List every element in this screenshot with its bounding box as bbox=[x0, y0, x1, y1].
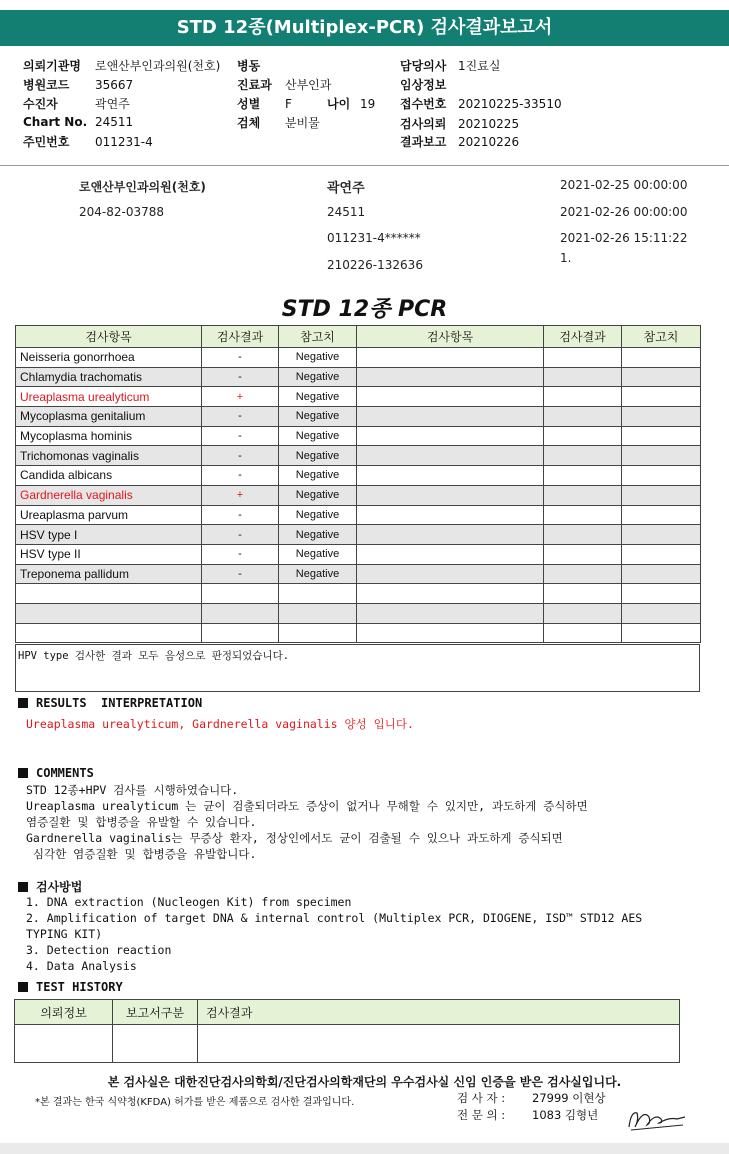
empty-cell bbox=[357, 564, 544, 584]
empty-cell bbox=[357, 485, 544, 505]
test-result: - bbox=[202, 525, 279, 545]
test-result: - bbox=[202, 367, 279, 387]
table-row bbox=[16, 387, 701, 407]
info-value: 24511 bbox=[95, 115, 134, 129]
sec2-extra: 1. bbox=[560, 251, 572, 265]
sec2-patient-name: 곽연주 bbox=[327, 181, 365, 196]
info-value: 20210225 bbox=[458, 117, 520, 131]
test-result bbox=[202, 603, 279, 623]
info-label: 진료과 bbox=[237, 78, 272, 92]
info-doctor bbox=[400, 57, 500, 74]
test-result: - bbox=[202, 426, 279, 446]
signature-icon bbox=[625, 1103, 690, 1133]
empty-cell bbox=[357, 407, 544, 427]
sec2-sample-no: 210226-132636 bbox=[327, 258, 423, 272]
sec2-business-no: 204-82-03788 bbox=[79, 205, 165, 219]
info-label: 담당의사 bbox=[400, 59, 447, 73]
empty-cell bbox=[544, 426, 622, 446]
kfda-note: *본 결과는 한국 식약청(KFDA) 허가를 받은 제품으로 검사한 결과입니다. bbox=[35, 1097, 355, 1108]
test-item: Gardnerella vaginalis bbox=[16, 485, 202, 505]
tester-name: 27999 이현상 bbox=[532, 1091, 606, 1105]
test-result: - bbox=[202, 505, 279, 525]
empty-cell bbox=[544, 623, 622, 643]
results-table bbox=[15, 325, 701, 643]
method-line: TYPING KIT) bbox=[26, 927, 103, 941]
test-result: - bbox=[202, 466, 279, 486]
info-value: 20210226 bbox=[458, 135, 520, 149]
empty-cell bbox=[622, 603, 701, 623]
empty-cell bbox=[544, 348, 622, 368]
test-item: Candida albicans bbox=[16, 466, 202, 486]
history-col-result: 검사결과 bbox=[198, 1000, 680, 1025]
empty-cell bbox=[544, 387, 622, 407]
info-label: 접수번호 bbox=[400, 97, 447, 111]
table-row bbox=[16, 348, 701, 368]
empty-cell bbox=[544, 564, 622, 584]
info-hospital bbox=[23, 57, 220, 74]
history-heading bbox=[18, 980, 123, 994]
empty-cell bbox=[357, 348, 544, 368]
info-value: 1진료실 bbox=[458, 59, 501, 73]
test-reference: Negative bbox=[279, 466, 357, 486]
test-reference: Negative bbox=[279, 505, 357, 525]
interpretation-heading-text: RESULTS INTERPRETATION bbox=[36, 696, 203, 710]
table-row bbox=[16, 564, 701, 584]
test-reference bbox=[279, 623, 357, 643]
info-department bbox=[237, 76, 331, 93]
info-value: 로앤산부인과의원(천호) bbox=[95, 59, 221, 73]
info-value: 19 bbox=[360, 97, 376, 111]
empty-cell bbox=[544, 544, 622, 564]
col-header-ref-2: 참고치 bbox=[622, 326, 701, 348]
empty-cell bbox=[357, 505, 544, 525]
info-specimen bbox=[237, 114, 320, 131]
interpretation-text: Ureaplasma urealyticum, Gardnerella vaginalis 양성 입니다. bbox=[26, 717, 414, 731]
empty-cell bbox=[622, 466, 701, 486]
sec2-date-2: 2021-02-26 00:00:00 bbox=[560, 205, 688, 219]
info-label: Chart No. bbox=[23, 115, 88, 129]
divider bbox=[0, 165, 729, 166]
empty-cell bbox=[622, 564, 701, 584]
test-result: - bbox=[202, 544, 279, 564]
comments-heading-text: COMMENTS bbox=[36, 766, 94, 780]
test-reference bbox=[279, 584, 357, 604]
specialist-label: 전 문 의 : bbox=[457, 1108, 506, 1122]
empty-cell bbox=[544, 525, 622, 545]
info-sex bbox=[237, 95, 292, 112]
empty-cell bbox=[357, 544, 544, 564]
empty-cell bbox=[622, 584, 701, 604]
empty-cell bbox=[357, 525, 544, 545]
empty-cell bbox=[622, 525, 701, 545]
col-header-item: 검사항목 bbox=[16, 326, 202, 348]
history-cell bbox=[15, 1025, 113, 1063]
report-title: STD 12종(Multiplex-PCR) 검사결과보고서 bbox=[0, 10, 729, 46]
test-item: Mycoplasma genitalium bbox=[16, 407, 202, 427]
sec2-resident-no: 011231-4****** bbox=[327, 231, 421, 245]
col-header-item-2: 검사항목 bbox=[357, 326, 544, 348]
empty-cell bbox=[544, 367, 622, 387]
tester-label: 검 사 자 : bbox=[457, 1091, 506, 1105]
empty-cell bbox=[357, 426, 544, 446]
empty-cell bbox=[544, 485, 622, 505]
empty-cell bbox=[357, 367, 544, 387]
comment-line: Ureaplasma urealyticum 는 균이 검출되더라도 증상이 없거나 무해할 수 있지만, 과도하게 증식하면 bbox=[26, 799, 588, 813]
info-label: 나이 bbox=[327, 97, 351, 111]
empty-cell bbox=[622, 407, 701, 427]
method-line: 4. Data Analysis bbox=[26, 959, 137, 973]
empty-cell bbox=[544, 407, 622, 427]
comment-line: STD 12종+HPV 검사를 시행하였습니다. bbox=[26, 783, 239, 797]
table-row bbox=[16, 603, 701, 623]
empty-cell bbox=[622, 426, 701, 446]
table-row bbox=[16, 525, 701, 545]
test-result: + bbox=[202, 485, 279, 505]
info-report-date bbox=[400, 133, 519, 150]
empty-cell bbox=[622, 485, 701, 505]
test-item bbox=[16, 603, 202, 623]
test-result: - bbox=[202, 348, 279, 368]
info-label: 의뢰기관명 bbox=[23, 59, 81, 73]
method-heading-text: 검사방법 bbox=[36, 880, 83, 894]
method-line: 1. DNA extraction (Nucleogen Kit) from specimen bbox=[26, 895, 352, 909]
sec2-date-3: 2021-02-26 15:11:22 bbox=[560, 231, 688, 245]
empty-cell bbox=[622, 348, 701, 368]
table-row bbox=[16, 485, 701, 505]
table-row bbox=[16, 623, 701, 643]
info-value: 곽연주 bbox=[95, 97, 130, 111]
test-reference: Negative bbox=[279, 564, 357, 584]
table-row bbox=[16, 544, 701, 564]
pcr-title: STD 12종 PCR bbox=[281, 297, 448, 322]
info-hospital-code bbox=[23, 76, 133, 93]
specialist-name: 1083 김형년 bbox=[532, 1108, 599, 1122]
empty-cell bbox=[622, 505, 701, 525]
test-item: HSV type II bbox=[16, 544, 202, 564]
info-value: 011231-4 bbox=[95, 135, 153, 149]
square-bullet-icon bbox=[18, 982, 28, 992]
comment-line: Gardnerella vaginalis는 무증상 환자, 정상인에서도 균이 검출될 수 있으나 과도하게 증식되면 bbox=[26, 831, 563, 845]
test-reference bbox=[279, 603, 357, 623]
sec2-chart-no: 24511 bbox=[327, 205, 366, 219]
info-patient bbox=[23, 95, 130, 112]
empty-cell bbox=[357, 387, 544, 407]
col-header-ref: 참고치 bbox=[279, 326, 357, 348]
empty-cell bbox=[357, 466, 544, 486]
info-label: 임상정보 bbox=[400, 78, 447, 92]
test-result bbox=[202, 584, 279, 604]
empty-cell bbox=[357, 623, 544, 643]
history-col-report-type: 보고서구분 bbox=[113, 1000, 198, 1025]
test-item: Treponema pallidum bbox=[16, 564, 202, 584]
sec2-date-1: 2021-02-25 00:00:00 bbox=[560, 178, 688, 192]
history-heading-text: TEST HISTORY bbox=[36, 980, 123, 994]
empty-cell bbox=[357, 603, 544, 623]
col-header-result-2: 검사결과 bbox=[544, 326, 622, 348]
test-item bbox=[16, 623, 202, 643]
test-item bbox=[16, 584, 202, 604]
info-label: 주민번호 bbox=[23, 135, 70, 149]
sec2-hospital: 로앤산부인과의원(천호) bbox=[79, 180, 206, 194]
test-result bbox=[202, 623, 279, 643]
test-result: - bbox=[202, 407, 279, 427]
test-result: - bbox=[202, 446, 279, 466]
comments-heading bbox=[18, 766, 94, 780]
empty-cell bbox=[622, 367, 701, 387]
test-reference: Negative bbox=[279, 485, 357, 505]
test-reference: Negative bbox=[279, 544, 357, 564]
info-value: 20210225-33510 bbox=[458, 97, 562, 111]
table-row bbox=[16, 505, 701, 525]
empty-cell bbox=[544, 584, 622, 604]
history-cell bbox=[113, 1025, 198, 1063]
history-row bbox=[15, 1025, 680, 1063]
empty-cell bbox=[544, 603, 622, 623]
test-reference: Negative bbox=[279, 446, 357, 466]
square-bullet-icon bbox=[18, 698, 28, 708]
comment-line: 염증질환 및 합병증을 유발할 수 있습니다. bbox=[26, 815, 257, 829]
history-table bbox=[14, 999, 680, 1063]
empty-cell bbox=[357, 584, 544, 604]
table-row bbox=[16, 446, 701, 466]
footer-bar bbox=[0, 1143, 729, 1154]
info-label: 병원코드 bbox=[23, 78, 70, 92]
info-clinical bbox=[400, 76, 458, 93]
test-item: Ureaplasma urealyticum bbox=[16, 387, 202, 407]
interpretation-heading bbox=[18, 696, 202, 710]
info-receipt-no bbox=[400, 95, 562, 112]
test-item: Neisseria gonorrhoea bbox=[16, 348, 202, 368]
table-row bbox=[16, 367, 701, 387]
test-reference: Negative bbox=[279, 367, 357, 387]
table-row bbox=[16, 584, 701, 604]
empty-cell bbox=[622, 446, 701, 466]
info-ward bbox=[237, 57, 285, 74]
test-item: Trichomonas vaginalis bbox=[16, 446, 202, 466]
method-line: 2. Amplification of target DNA & internal control (Multiplex PCR, DIOGENE, ISD™ STD12 AES bbox=[26, 911, 643, 925]
comment-line: 심각한 염증질환 및 합병증을 유발합니다. bbox=[26, 847, 257, 861]
test-item: HSV type I bbox=[16, 525, 202, 545]
info-label: 수진자 bbox=[23, 97, 58, 111]
test-item: Chlamydia trachomatis bbox=[16, 367, 202, 387]
certification-text: 본 검사실은 대한진단검사의학회/진단검사의학재단의 우수검사실 신임 인증을 받은 검사실입니다. bbox=[107, 1075, 622, 1089]
test-reference: Negative bbox=[279, 426, 357, 446]
info-request-date bbox=[400, 115, 519, 132]
test-reference: Negative bbox=[279, 407, 357, 427]
method-heading bbox=[18, 878, 82, 895]
test-item: Mycoplasma hominis bbox=[16, 426, 202, 446]
test-reference: Negative bbox=[279, 387, 357, 407]
empty-cell bbox=[622, 544, 701, 564]
col-header-result: 검사결과 bbox=[202, 326, 279, 348]
test-result: - bbox=[202, 564, 279, 584]
info-value: F bbox=[285, 97, 292, 111]
table-row bbox=[16, 466, 701, 486]
square-bullet-icon bbox=[18, 882, 28, 892]
info-label: 병동 bbox=[237, 59, 261, 73]
empty-cell bbox=[544, 466, 622, 486]
table-row bbox=[16, 407, 701, 427]
test-result: + bbox=[202, 387, 279, 407]
square-bullet-icon bbox=[18, 768, 28, 778]
empty-cell bbox=[544, 446, 622, 466]
test-item: Ureaplasma parvum bbox=[16, 505, 202, 525]
history-cell bbox=[198, 1025, 680, 1063]
info-value: 산부인과 bbox=[285, 78, 332, 92]
info-label: 성별 bbox=[237, 97, 261, 111]
test-reference: Negative bbox=[279, 348, 357, 368]
info-label: 결과보고 bbox=[400, 135, 447, 149]
table-row bbox=[16, 426, 701, 446]
info-value: 분비물 bbox=[285, 116, 320, 130]
info-chart-no bbox=[23, 115, 133, 129]
empty-cell bbox=[622, 623, 701, 643]
info-age bbox=[327, 95, 375, 112]
info-resident-no bbox=[23, 133, 153, 150]
info-value: 35667 bbox=[95, 78, 134, 92]
info-label: 검사의뢰 bbox=[400, 117, 447, 131]
method-line: 3. Detection reaction bbox=[26, 943, 172, 957]
empty-cell bbox=[544, 505, 622, 525]
empty-cell bbox=[622, 387, 701, 407]
history-col-request: 의뢰정보 bbox=[15, 1000, 113, 1025]
test-reference: Negative bbox=[279, 525, 357, 545]
hpv-note: HPV type 검사한 결과 모두 음성으로 판정되었습니다. bbox=[15, 644, 700, 692]
info-label: 검체 bbox=[237, 116, 261, 130]
empty-cell bbox=[357, 446, 544, 466]
